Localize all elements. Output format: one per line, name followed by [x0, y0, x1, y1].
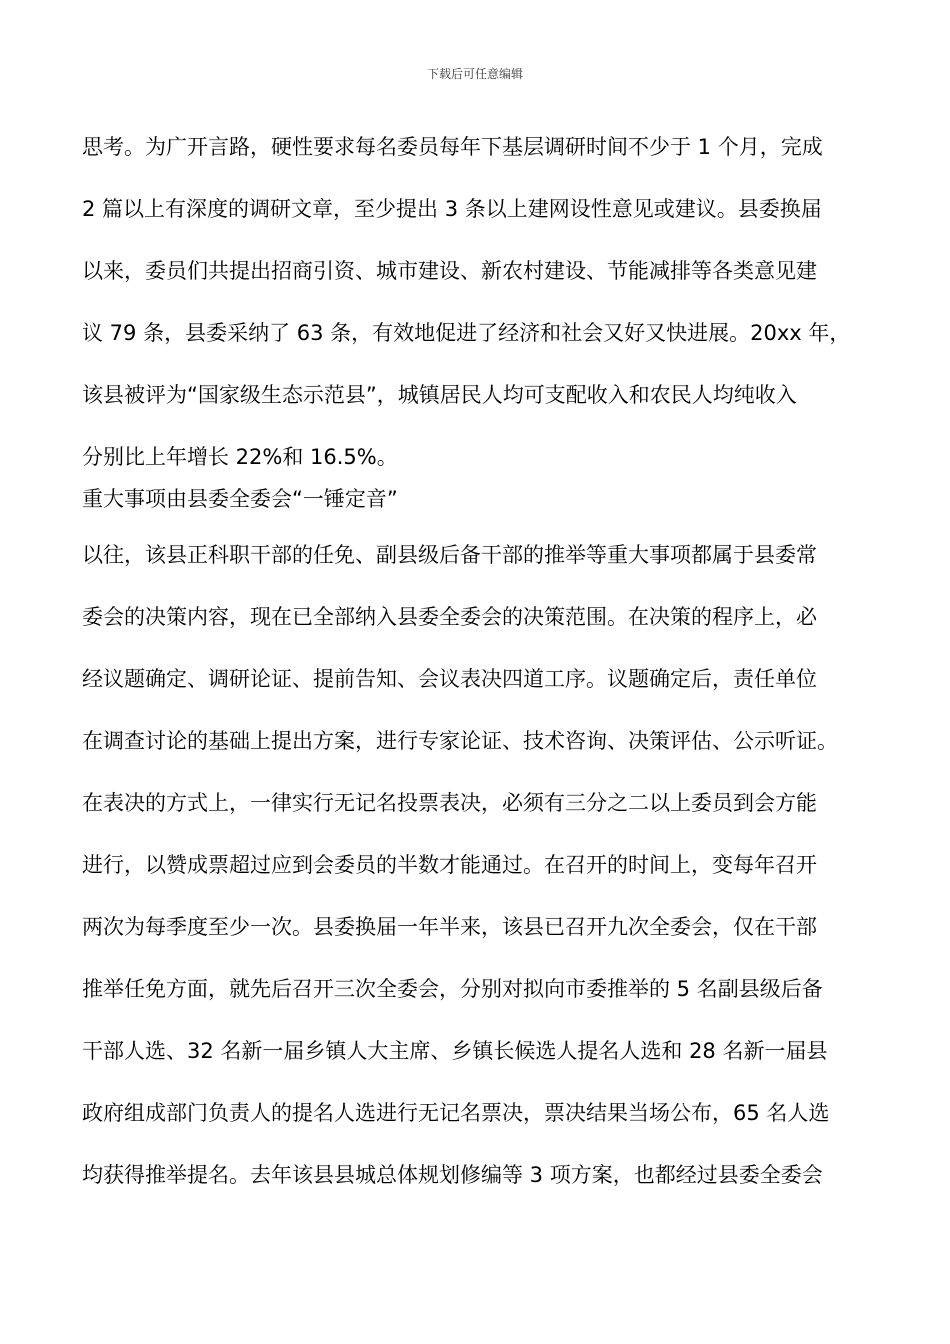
paragraph-line: 均获得推举提名。去年该县县城总体规划修编等 3 项方案，也都经过县委全委会	[82, 1163, 823, 1187]
paragraph-line: 干部人选、32 名新一届乡镇人大主席、乡镇长候选人提名人选和 28 名新一届县	[82, 1039, 828, 1063]
paragraph-line: 进行，以赞成票超过应到会委员的半数才能通过。在召开的时间上，变每年召开	[82, 853, 817, 877]
paragraph-line: 议 79 条，县委采纳了 63 条，有效地促进了经济和社会又好又快进展。20xx 年，	[82, 321, 851, 345]
paragraph-line: 该县被评为“国家级生态示范县”，城镇居民人均可支配收入和农民人均纯收入	[82, 383, 797, 407]
paragraph-1	[82, 116, 872, 488]
paragraph-line: 经议题确定、调研论证、提前告知、会议表决四道工序。议题确定后，责任单位	[82, 667, 817, 691]
page-header: 下载后可任意编辑	[426, 67, 523, 81]
paragraph-line: 2 篇以上有深度的调研文章，至少提出 3 条以上建网设性意见或建议。县委换届	[82, 197, 822, 221]
section-heading: 重大事项由县委全委会“一锤定音”	[82, 487, 398, 511]
paragraph-line: 推举任免方面，就先后召开三次全委会，分别对拟向市委推举的 5 名副县级后备	[82, 977, 823, 1001]
paragraph-line: 两次为每季度至少一次。县委换届一年半来，该县已召开九次全委会，仅在干部	[82, 915, 817, 939]
paragraph-line: 在调查讨论的基础上提出方案，进行专家论证、技术咨询、决策评估、公示听证。	[82, 729, 838, 753]
paragraph-line: 以来，委员们共提出招商引资、城市建设、新农村建设、节能减排等各类意见建	[82, 259, 817, 283]
paragraph-line: 分别比上年增长 22%和 16.5%。	[82, 445, 398, 469]
paragraph-line: 在表决的方式上，一律实行无记名投票表决，必须有三分之二以上委员到会方能	[82, 791, 817, 815]
paragraph-line: 以往，该县正科职干部的任免、副县级后备干部的推举等重大事项都属于县委常	[82, 543, 817, 567]
document-body	[82, 116, 872, 1206]
paragraph-line: 思考。为广开言路，硬性要求每名委员每年下基层调研时间不少于 1 个月，完成	[82, 135, 823, 159]
paragraph-line: 委会的决策内容，现在已全部纳入县委全委会的决策范围。在决策的程序上，必	[82, 605, 817, 629]
paragraph-line: 政府组成部门负责人的提名人选进行无记名票决，票决结果当场公布，65 名人选	[82, 1101, 830, 1125]
paragraph-2	[82, 524, 872, 1206]
